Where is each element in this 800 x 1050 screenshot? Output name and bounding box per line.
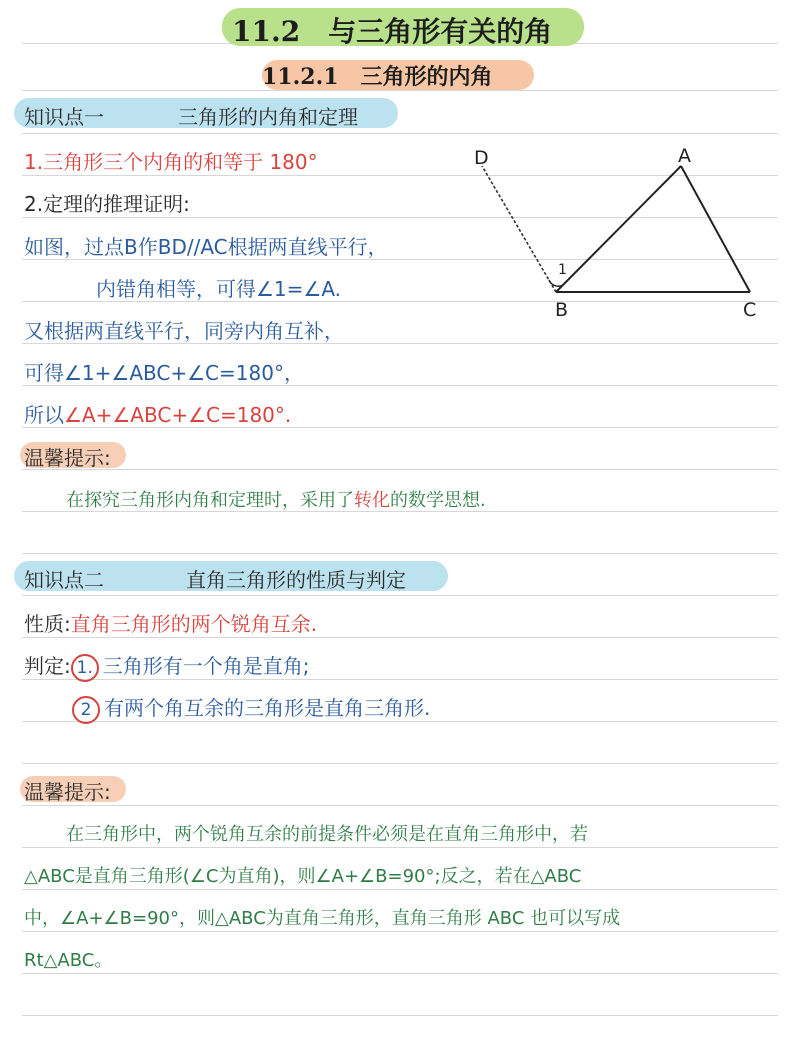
ruled-line <box>22 847 778 848</box>
tip1-keyword: 转化 <box>354 490 390 511</box>
label-c: C <box>743 299 757 321</box>
section1-topic: 三角形的内角和定理 <box>178 105 358 129</box>
proof-line-3: 又根据两直线平行，同旁内角互补， <box>24 319 344 343</box>
tip1-label: 温馨提示: <box>24 446 111 470</box>
section2-tag: 知识点二 <box>24 568 104 592</box>
segment-ac <box>681 166 750 292</box>
ruled-line <box>22 553 778 554</box>
segment-ab <box>556 166 681 292</box>
segment-bd <box>482 166 556 292</box>
tip2-line-2: △ABC是直角三角形(∠C为直角)，则∠A+∠B=90°;反之，若在△ABC <box>24 866 582 887</box>
label-d: D <box>474 147 489 169</box>
tip2-line-1: 在三角形中，两个锐角互余的前提条件必须是在直角三角形中，若 <box>66 824 588 845</box>
tip1-text-post: 的数学思想. <box>390 490 486 511</box>
proof-line-4: 可得∠1+∠ABC+∠C=180°， <box>24 361 304 385</box>
tip2-line-3: 中，∠A+∠B=90°，则△ABC为直角三角形，直角三角形 ABC 也可以写成 <box>24 908 621 929</box>
proof-conclusion <box>24 399 291 428</box>
tip1-text-pre: 在探究三角形内角和定理时，采用了 <box>66 490 354 511</box>
ruled-line <box>22 931 778 932</box>
proof-line-2: 内错角相等，可得∠1=∠A. <box>96 277 342 301</box>
section2-topic: 直角三角形的性质与判定 <box>186 568 406 592</box>
ruled-line <box>22 973 778 974</box>
conclusion-prefix: 所以 <box>24 403 64 427</box>
property-line <box>24 608 317 637</box>
proof-heading: 2.定理的推理证明: <box>24 192 190 216</box>
circled-number-2: 2 <box>72 696 100 724</box>
ruled-line <box>22 133 778 134</box>
label-a: A <box>678 145 691 167</box>
property-label: 性质: <box>24 612 71 636</box>
label-b: B <box>555 299 569 321</box>
judgement-label: 判定: <box>24 654 71 678</box>
tip2-line-4: Rt△ABC。 <box>24 950 113 971</box>
ruled-line <box>22 763 778 764</box>
ruled-line <box>22 889 778 890</box>
tip2-label: 温馨提示: <box>24 780 111 804</box>
judgement-line-1 <box>24 650 310 682</box>
judgement-text-1: 三角形有一个角是直角; <box>102 654 310 678</box>
label-1: 1 <box>558 262 567 278</box>
property-text: 直角三角形的两个锐角互余. <box>70 612 318 636</box>
section1-tag: 知识点一 <box>24 105 104 129</box>
circled-number-1: 1. <box>71 654 99 682</box>
judgement-line-2 <box>72 692 430 724</box>
ruled-line <box>22 637 778 638</box>
proof-line-1: 如图，过点B作BD//AC根据两直线平行， <box>24 235 388 259</box>
angle-1-arc <box>549 280 563 286</box>
ruled-line <box>22 469 778 470</box>
ruled-line <box>22 805 778 806</box>
ruled-line <box>22 595 778 596</box>
triangle-figure <box>468 140 768 330</box>
judgement-text-2: 有两个角互余的三角形是直角三角形. <box>104 696 431 720</box>
theorem-statement: 1.三角形三个内角的和等于 180° <box>24 150 318 174</box>
page-title: 11.2 与三角形有关的角 <box>232 15 553 48</box>
conclusion-equation: ∠A+∠ABC+∠C=180°. <box>64 403 292 427</box>
ruled-line <box>22 1015 778 1016</box>
tip1-text <box>66 486 486 512</box>
page-subtitle: 11.2.1 三角形的内角 <box>262 64 493 90</box>
